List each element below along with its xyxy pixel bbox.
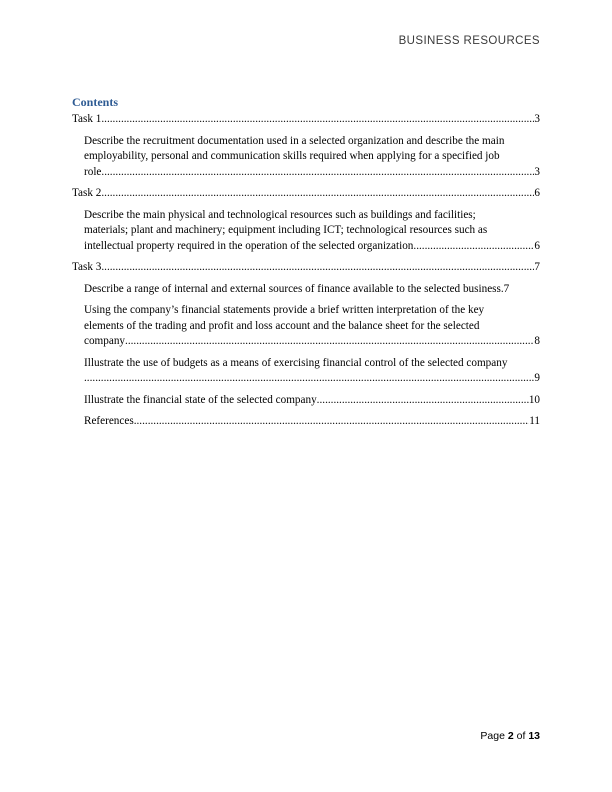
toc-entry-references[interactable] — [72, 414, 540, 430]
toc-entry-sources-of-finance[interactable] — [72, 282, 540, 298]
toc-entry-page: 11 — [529, 415, 540, 427]
toc-entry-label: References — [84, 415, 134, 427]
toc-entry-financial-state[interactable] — [72, 393, 540, 409]
toc-entry-page: 10 — [528, 393, 540, 406]
page-word: Page — [480, 730, 505, 742]
toc-entry-label: Task 2 — [72, 187, 102, 199]
toc-title: Contents — [72, 95, 119, 109]
toc-entry-line: Describe the recruitment documentation used in a selected organization and describe the main — [84, 134, 505, 147]
toc-entry-task-2[interactable] — [72, 186, 540, 202]
toc-entry-page: 8 — [534, 335, 540, 347]
toc-entry-page: 6 — [534, 187, 540, 199]
toc-entry-line: Describe the main physical and technological resources such as buildings and facilities; — [84, 208, 476, 221]
toc-entry-label: Illustrate the financial state of the selected company — [84, 393, 317, 406]
dot-leader — [84, 371, 534, 387]
dot-leader — [317, 393, 529, 409]
dot-leader — [413, 239, 534, 255]
total-page-count: 13 — [528, 730, 540, 742]
dot-leader — [101, 186, 534, 202]
toc-entry-line: materials; plant and machinery; equipment including ICT; technological resources such as — [84, 224, 488, 236]
toc-entry-page: 7 — [534, 261, 540, 273]
page-header: BUSINESS RESOURCES — [398, 35, 540, 47]
dot-leader — [125, 334, 534, 350]
toc-entry-line: company — [84, 335, 126, 347]
toc-entry-physical-resources[interactable] — [72, 208, 540, 255]
page-footer — [480, 730, 540, 742]
toc-entry-line: elements of the trading and profit and loss account and the balance sheet for the selected — [84, 319, 480, 332]
toc-entry-line: intellectual property required in the operation of the selected organization — [84, 239, 414, 252]
dot-leader — [101, 112, 534, 128]
toc-entry-task-1[interactable] — [72, 112, 540, 128]
toc-entry-label: Task 1 — [72, 113, 102, 125]
toc-entry-line: Using the company’s financial statements provide a brief written interpretation of the key — [84, 304, 485, 316]
toc-entry-line: employability, personal and communication skills required when applying for a specified job — [84, 150, 500, 162]
toc-entry-task-3[interactable] — [72, 260, 540, 276]
dot-leader — [101, 260, 534, 276]
toc-entry-financial-statements[interactable] — [72, 303, 540, 350]
of-word: of — [516, 730, 526, 742]
toc-entry-page: 3 — [534, 165, 540, 178]
toc-entry-page: 9 — [534, 372, 540, 384]
toc-entry-budgets[interactable] — [72, 356, 540, 387]
toc-entry-page: 6 — [534, 239, 540, 252]
toc-entry-line: role — [84, 165, 102, 178]
toc-entry-recruitment[interactable] — [72, 134, 540, 181]
toc-entry-label: Describe a range of internal and external sources of finance available to the selected business. — [84, 282, 504, 295]
toc-entry-label: Task 3 — [72, 261, 102, 273]
dot-leader — [101, 165, 534, 181]
toc-entry-page: 3 — [534, 113, 540, 125]
dot-leader — [134, 414, 530, 430]
current-page-number: 2 — [507, 730, 514, 742]
toc-entry-line: Illustrate the use of budgets as a means of exercising financial control of the selected company — [84, 356, 508, 369]
table-of-contents — [72, 95, 540, 436]
toc-entry-page: 7 — [503, 282, 510, 295]
